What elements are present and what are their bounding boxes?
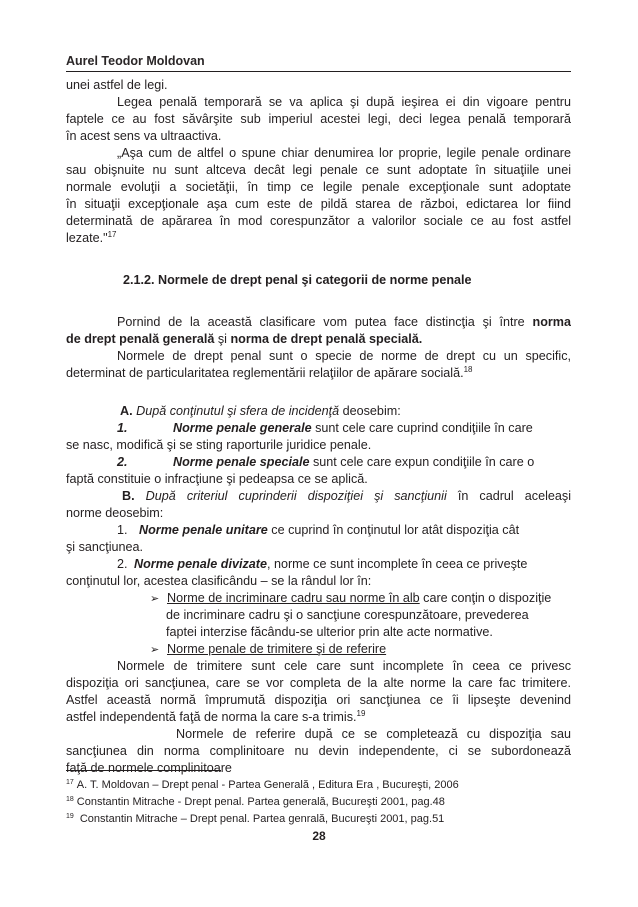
text-span: ce cuprind în conţinutul lor atât dispoziţia cât <box>267 523 520 537</box>
list-item <box>66 420 571 437</box>
page-number: 28 <box>312 829 326 843</box>
footnote-text: A. T. Moldovan – Drept penal - Partea Generală , Editura Era , Bucureşti, 2006 <box>76 779 459 791</box>
underlined-term: Norme penale de trimitere şi de referire <box>167 642 387 656</box>
footnote-rule <box>66 770 221 771</box>
paragraph-line: Normele de drept penal sunt o specie de norme de drept cu un specific, <box>117 349 571 363</box>
list-item <box>66 522 571 539</box>
arrow-bullet-icon: ➢ <box>150 593 160 605</box>
paragraph-line <box>66 365 571 382</box>
text-span: şi <box>214 332 231 346</box>
paragraph-line <box>66 331 571 348</box>
bold-term: de drept penală generală <box>66 332 215 346</box>
bullet-continuation: de incriminare cadru şi o sancţiune corespunzătoare, prevederea <box>166 608 529 622</box>
footnote-text: Constantin Mitrache - Drept penal. Partea generală, Bucureşti 2001, pag.48 <box>76 796 445 808</box>
quote-line: determinată de apărarea în mod corespunzător a valorilor sociale ce au fost astfel <box>66 214 571 228</box>
section-a-heading <box>66 403 571 420</box>
paragraph-line: faţă de normele complinitoare <box>66 761 232 775</box>
paragraph-line: sancţiunea din norma complinitoare nu devin independente, ci se subordonează <box>66 744 571 758</box>
italic-criterion: După conţinutul şi sfera de incidenţă <box>136 404 340 418</box>
list-item-continuation: conţinutul lor, acestea clasificându – se la rândul lor în: <box>66 574 372 588</box>
text-span: deosebim: <box>339 404 401 418</box>
text-span: în cadrul aceleaşi <box>446 489 571 503</box>
list-number: 1. <box>117 523 128 537</box>
bullet-item <box>66 590 571 607</box>
bold-term: Norme penale speciale <box>173 455 310 469</box>
quote-line: sau obişnuite nu sunt altceva decât legi penale ce sunt adoptate în situaţiile unei <box>66 163 571 177</box>
quote-line: normale evoluţii a societăţii, în timp ce legile penale excepţionale sunt adoptate <box>66 180 571 194</box>
section-b-heading <box>66 488 571 505</box>
footnote-number: 18 <box>66 796 74 803</box>
text-span: care conţin o dispoziţie <box>419 591 552 605</box>
bold-term: Norme penale generale <box>173 421 312 435</box>
section-letter: A. <box>120 404 133 418</box>
text-span: sunt cele care cuprind condiţiile în care <box>311 421 533 435</box>
list-item <box>66 454 571 471</box>
list-number: 1. <box>117 421 128 435</box>
paragraph-line: Astfel această normă împrumută dispoziţia ori sancţiunea ce îi lipseşte devenind <box>66 693 571 707</box>
footnote-ref-18: 18 <box>463 365 473 374</box>
paragraph-line: Normele de trimitere sunt cele care sunt incomplete în ceea ce privesc <box>117 659 571 673</box>
bold-term: Norme penale unitare <box>139 523 268 537</box>
underlined-term: Norme de incriminare cadru sau norme în alb <box>167 591 420 605</box>
quote-line <box>66 230 571 247</box>
text-span: sunt cele care expun condiţiile în care o <box>309 455 535 469</box>
footnote-number: 17 <box>66 779 74 786</box>
list-number: 2. <box>117 557 128 571</box>
quote-end-text: lezate." <box>66 231 108 245</box>
footnote-ref-17: 17 <box>107 230 117 239</box>
bullet-continuation: faptei interzise făcându-se ulterior prin alte acte normative. <box>166 625 493 639</box>
list-item-continuation: şi sancţiunea. <box>66 540 144 554</box>
paragraph-line: unei astfel de legi. <box>66 78 168 92</box>
footnote-17 <box>66 779 459 791</box>
text-span: , norme ce sunt incomplete în ceea ce priveşte <box>266 557 528 571</box>
header-rule <box>66 71 571 72</box>
paragraph-line: faptele ce au fost săvârşite sub imperiul acestei legi, deci legea penală temporară <box>66 112 571 126</box>
paragraph-line: norme deosebim: <box>66 506 164 520</box>
text-span: determinat de particularitatea reglementării relaţiilor de apărare socială. <box>66 366 464 380</box>
paragraph-line: dispoziţia ori sancţiunea, care se vor completa de la alte norme la care fac trimitere. <box>66 676 571 690</box>
arrow-bullet-icon: ➢ <box>150 644 160 656</box>
italic-criterion: După criteriul cuprinderii dispoziţiei şi sancţiunii <box>145 489 447 503</box>
footnote-ref-19: 19 <box>356 709 366 718</box>
bold-term: norma de drept penală specială. <box>230 332 423 346</box>
quote-line: „Aşa cum de altfel o spune chiar denumirea lor proprie, legile penale ordinare <box>117 146 571 160</box>
footnote-number: 19 <box>66 813 74 820</box>
text-span: astfel independentă faţă de norma la care s-a trimis. <box>66 710 357 724</box>
body-text <box>66 77 571 777</box>
section-letter: B. <box>122 489 135 503</box>
paragraph-line <box>66 314 571 331</box>
bullet-item <box>66 641 571 658</box>
list-number: 2. <box>117 455 128 469</box>
footnote-text: Constantin Mitrache – Drept penal. Partea genrală, Bucureşti 2001, pag.51 <box>76 813 445 825</box>
list-item-continuation: faptă constituie o infracţiune şi pedeapsa ce se aplică. <box>66 472 368 486</box>
paragraph-line: Legea penală temporară se va aplica şi după ieşirea ei din vigoare pentru <box>117 95 571 109</box>
list-item-continuation: se nasc, modifică şi se sting raporturile juridice penale. <box>66 438 372 452</box>
bold-term: norma <box>532 315 571 329</box>
paragraph-line: Normele de referire după ce se completează cu dispoziţia sau <box>176 727 571 741</box>
paragraph-line <box>66 709 571 726</box>
list-item <box>66 556 571 573</box>
text-span: Pornind de la această clasificare vom putea face distincţia şi între <box>117 315 533 329</box>
paragraph-line: în acest sens va ultraactiva. <box>66 129 222 143</box>
footnote-18 <box>66 796 445 808</box>
footnote-19 <box>66 813 444 825</box>
running-header-author: Aurel Teodor Moldovan <box>66 54 205 68</box>
section-heading: 2.1.2. Normele de drept penal şi categorii de norme penale <box>123 273 472 287</box>
bold-term: Norme penale divizate <box>134 557 267 571</box>
quote-line: în situaţii excepţionale aşa cum este de pildă starea de război, edictarea lor fiind <box>66 197 571 211</box>
